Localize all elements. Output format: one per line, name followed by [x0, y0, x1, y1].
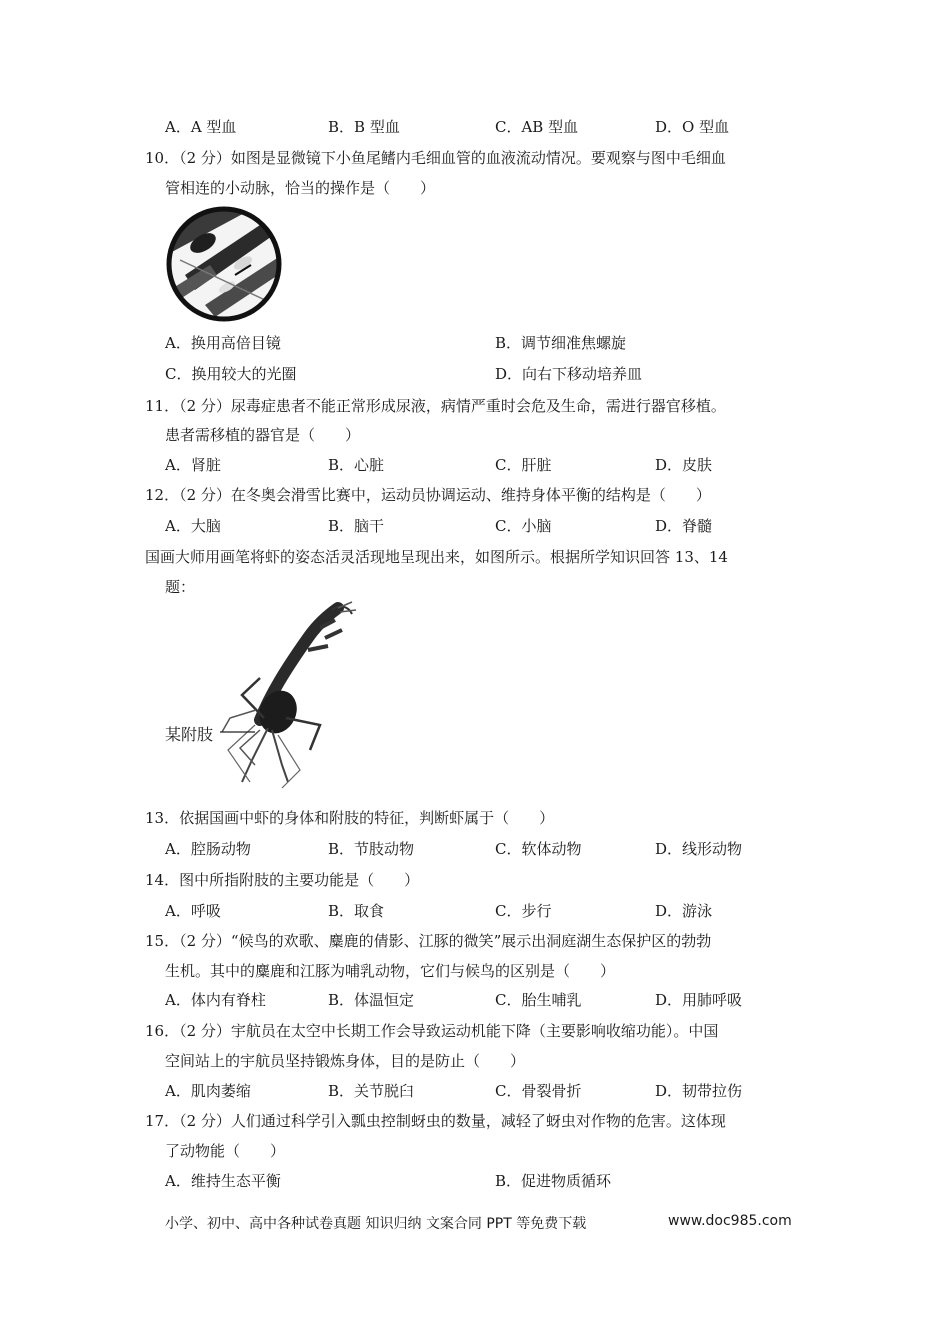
q13-option-b: B．节肢动物: [328, 840, 415, 858]
q16-stem-line1: 16．（2 分）宇航员在太空中长期工作会导致运动机能下降（主要影响收缩功能）。中国: [145, 1022, 719, 1040]
q14-stem-line1: 14．图中所指附肢的主要功能是（ ）: [145, 871, 420, 889]
intro-line1: 国画大师用画笔将虾的姿态活灵活现地呈现出来，如图所示。根据所学知识回答 13、14: [145, 548, 728, 566]
q12-option-d: D．脊髓: [655, 517, 713, 535]
q13-option-c: C．软体动物: [495, 840, 582, 858]
q11-stem-line1: 11．（2 分）尿毒症患者不能正常形成尿液，病情严重时会危及生命，需进行器官移植。: [145, 397, 726, 415]
q9-option-d: D．O 型血: [655, 118, 730, 136]
q16-option-b: B．关节脱臼: [328, 1082, 415, 1100]
q15-option-a: A．体内有脊柱: [165, 991, 266, 1009]
q11-option-d: D．皮肤: [655, 456, 713, 474]
microscope-capillary-figure: [165, 205, 283, 323]
q17-option-b: B．促进物质循环: [495, 1172, 612, 1190]
intro-line2: 题：: [165, 578, 196, 596]
q10-option-a: A．换用高倍目镜: [165, 334, 281, 352]
q13-option-a: A．腔肠动物: [165, 840, 251, 858]
q15-stem-line1: 15．（2 分）“候鸟的欢歌、麋鹿的倩影、江豚的微笑”展示出洞庭湖生态保护区的勃勃: [145, 932, 712, 950]
q17-stem-line1: 17．（2 分）人们通过科学引入瓢虫控制蚜虫的数量，减轻了蚜虫对作物的危害。这体现: [145, 1112, 726, 1130]
q9-option-c: C．AB 型血: [495, 118, 579, 136]
q12-stem-line1: 12．（2 分）在冬奥会滑雪比赛中，运动员协调运动、维持身体平衡的结构是（ ）: [145, 486, 711, 504]
q15-stem-line2: 生机。其中的麋鹿和江豚为哺乳动物，它们与候鸟的区别是（ ）: [165, 962, 616, 980]
q10-option-b: B．调节细准焦螺旋: [495, 334, 627, 352]
q16-stem-line2: 空间站上的宇航员坚持锻炼身体，目的是防止（ ）: [165, 1052, 526, 1070]
q14-option-c: C．步行: [495, 902, 552, 920]
q9-option-a: A．A 型血: [165, 118, 237, 136]
q13-stem-line1: 13．依据国画中虾的身体和附肢的特征，判断虾属于（ ）: [145, 809, 555, 827]
q11-option-b: B．心脏: [328, 456, 385, 474]
q16-option-c: C．骨裂骨折: [495, 1082, 582, 1100]
q14-option-a: A．呼吸: [165, 902, 221, 920]
q12-option-c: C．小脑: [495, 517, 552, 535]
q14-option-b: B．取食: [328, 902, 385, 920]
q15-option-c: C．胎生哺乳: [495, 991, 582, 1009]
q13-option-d: D．线形动物: [655, 840, 743, 858]
q12-option-a: A．大脑: [165, 517, 221, 535]
footer-url[interactable]: www.doc985.com: [668, 1213, 792, 1229]
q12-option-b: B．脑干: [328, 517, 385, 535]
q15-option-d: D．用肺呼吸: [655, 991, 743, 1009]
q11-option-c: C．肝脏: [495, 456, 552, 474]
q11-option-a: A．肾脏: [165, 456, 221, 474]
q10-option-d: D．向右下移动培养皿: [495, 365, 643, 383]
q14-option-d: D．游泳: [655, 902, 713, 920]
q17-stem-line2: 了动物能（ ）: [165, 1142, 286, 1160]
shrimp-appendage-label: 某附肢: [165, 725, 214, 744]
q16-option-d: D．韧带拉伤: [655, 1082, 743, 1100]
q9-option-b: B．B 型血: [328, 118, 400, 136]
footer-text: 小学、初中、高中各种试卷真题 知识归纳 文案合同 PPT 等免费下载: [165, 1216, 587, 1232]
q10-stem-line1: 10．（2 分）如图是显微镜下小鱼尾鳍内毛细血管的血液流动情况。要观察与图中毛细血: [145, 149, 726, 167]
q16-option-a: A．肌肉萎缩: [165, 1082, 251, 1100]
q10-stem-line2: 管相连的小动脉，恰当的操作是（ ）: [165, 179, 436, 197]
shrimp-painting-figure: [160, 600, 360, 790]
q10-option-c: C．换用较大的光圈: [165, 365, 297, 383]
q11-stem-line2: 患者需移植的器官是（ ）: [165, 426, 361, 444]
q17-option-a: A．维持生态平衡: [165, 1172, 281, 1190]
q15-option-b: B．体温恒定: [328, 991, 415, 1009]
